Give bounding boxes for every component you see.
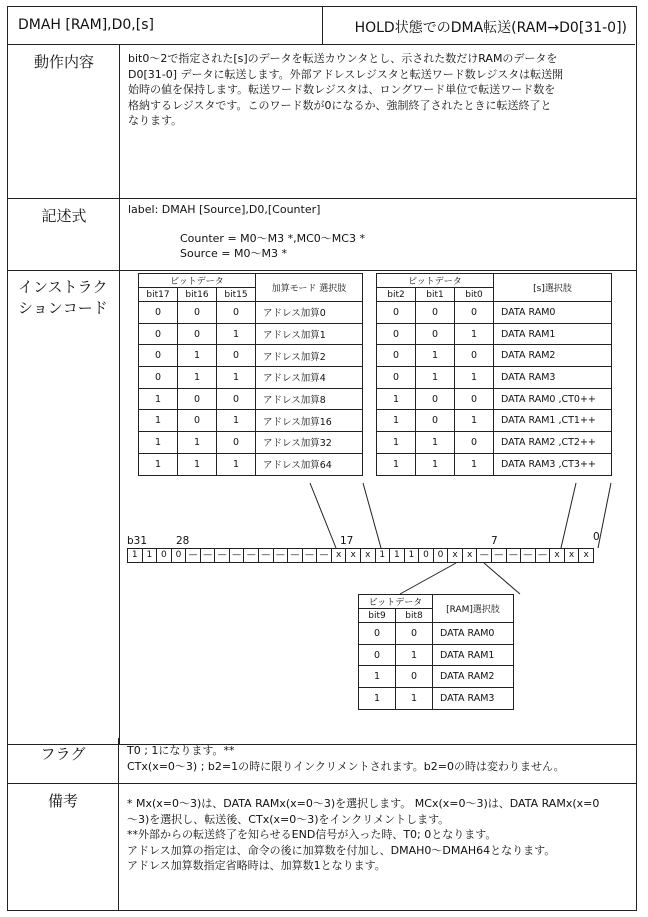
s-select-bit: 0	[455, 345, 494, 367]
syntax-form: label: DMAH [Source],D0,[Counter]	[128, 203, 321, 216]
ram-select-row	[359, 644, 514, 666]
add-mode-option: アドレス加算0	[256, 302, 363, 324]
add-mode-option: アドレス加算1	[256, 323, 363, 345]
add-mode-bit: 0	[139, 302, 178, 324]
add-mode-bit: 0	[139, 345, 178, 367]
operation-line: D0[31-0] データに転送します。外部アドレスレジスタと転送ワード数レジスタは転送開	[128, 67, 564, 81]
add-mode-bit: 1	[139, 432, 178, 454]
ram-select-row	[359, 623, 514, 645]
instruction-bit: x	[331, 548, 347, 563]
s-select-bit: 1	[377, 432, 416, 454]
remarks-line: ～3)を選択し、転送後、CTx(x=0～3)をインクリメントします。	[127, 812, 450, 826]
bit-label-28: 28	[176, 535, 190, 547]
instruction-bit: —	[200, 548, 216, 563]
s-select-bit: 1	[377, 410, 416, 432]
instruction-bit: —	[214, 548, 230, 563]
ram-select-group-header: ビットデータ	[359, 595, 433, 609]
instruction-bit: —	[258, 548, 274, 563]
instruction-bit: 1	[389, 548, 405, 563]
operation-line: bit0～2で指定された[s]のデータを転送カウンタとし、示された数だけRAMのデータを	[128, 52, 558, 65]
instruction-label-line1: インストラク	[18, 278, 108, 296]
flags-label-cell	[7, 738, 119, 783]
add-mode-option: アドレス加算64	[256, 453, 363, 475]
instruction-bit: x	[564, 548, 580, 563]
add-mode-bit: 1	[217, 323, 256, 345]
ram-select-bit: 0	[396, 666, 433, 688]
instruction-bit: —	[243, 548, 259, 563]
s-select-bit: 1	[455, 323, 494, 345]
add-mode-col: bit17	[139, 288, 178, 302]
instruction-bit: 0	[171, 548, 187, 563]
syntax-counter: Counter = M0～M3 *,MC0～MC3 *	[180, 231, 365, 245]
s-select-option: DATA RAM2 ,CT2++	[494, 432, 612, 454]
add-mode-bit: 1	[139, 453, 178, 475]
add-mode-bit: 1	[139, 388, 178, 410]
ram-select-bit: 1	[359, 666, 396, 688]
instruction-bit: 1	[127, 548, 143, 563]
add-mode-option: アドレス加算8	[256, 388, 363, 410]
header-mnemonic: DMAH [RAM],D0,[s]	[18, 17, 154, 33]
add-mode-bit: 0	[178, 388, 217, 410]
remarks-label-cell	[7, 784, 119, 911]
ram-select-col: bit9	[359, 609, 396, 623]
ram-select-option: DATA RAM3	[433, 688, 514, 710]
s-select-bit: 0	[377, 302, 416, 324]
s-select-bit: 0	[455, 302, 494, 324]
instruction-bit: —	[520, 548, 536, 563]
bit-label-17: 17	[340, 535, 354, 547]
add-mode-option: アドレス加算4	[256, 367, 363, 389]
flags-row	[7, 738, 637, 784]
s-select-bit: 0	[455, 432, 494, 454]
add-mode-bit: 0	[217, 345, 256, 367]
s-select-bit: 0	[416, 323, 455, 345]
ram-select-row	[359, 688, 514, 710]
instruction-bit: —	[491, 548, 507, 563]
s-select-bit: 0	[377, 367, 416, 389]
connector-add-left	[310, 483, 336, 548]
instruction-bit: 0	[156, 548, 172, 563]
s-select-bit: 0	[416, 388, 455, 410]
instruction-bit: —	[185, 548, 201, 563]
remarks-label: 備考	[47, 792, 78, 810]
instruction-bit: x	[447, 548, 463, 563]
s-select-bit: 0	[377, 323, 416, 345]
ram-select-option: DATA RAM2	[433, 666, 514, 688]
remarks-text	[127, 796, 629, 874]
remarks-line: * Mx(x=0～3)は、DATA RAMx(x=0～3)を選択します。 MCx(x=0～3)は、DATA RAMx(x=0	[127, 797, 600, 810]
add-mode-group-header: ビットデータ	[139, 274, 256, 288]
ram-select-rows	[359, 623, 514, 710]
ram-select-option: DATA RAM1	[433, 644, 514, 666]
bit-label-31: b31	[127, 535, 148, 547]
s-select-bit: 1	[416, 432, 455, 454]
instruction-bit: x	[578, 548, 594, 563]
add-mode-option: アドレス加算32	[256, 432, 363, 454]
ram-select-bit: 0	[359, 623, 396, 645]
s-select-title: [s]選択肢	[494, 274, 612, 302]
add-mode-title: 加算モード 選択肢	[256, 274, 363, 302]
instruction-bit: 1	[142, 548, 158, 563]
instruction-bit: —	[535, 548, 551, 563]
s-select-option: DATA RAM3	[494, 367, 612, 389]
header-description: HOLD状態でのDMA転送(RAM→D0[31-0])	[354, 20, 627, 36]
ram-select-row	[359, 666, 514, 688]
ram-select-title: [RAM]選択肢	[433, 595, 514, 623]
connector-s-right	[598, 483, 611, 548]
s-select-bit: 0	[455, 388, 494, 410]
bit-label-7: 7	[491, 535, 498, 547]
add-mode-bit: 1	[178, 453, 217, 475]
add-mode-bit: 1	[139, 410, 178, 432]
instruction-bit: x	[549, 548, 565, 563]
ram-select-bit: 1	[396, 688, 433, 710]
s-select-bit: 1	[455, 453, 494, 475]
instruction-bit: 1	[375, 548, 391, 563]
operation-label: 動作内容	[33, 53, 94, 71]
s-select-group-header: ビットデータ	[377, 274, 494, 288]
s-select-option: DATA RAM1 ,CT1++	[494, 410, 612, 432]
instruction-bit: —	[287, 548, 303, 563]
s-select-bit: 0	[377, 345, 416, 367]
add-mode-bit: 0	[178, 410, 217, 432]
s-select-bit: 1	[377, 388, 416, 410]
flags-text	[127, 743, 629, 774]
instruction-bit: —	[273, 548, 289, 563]
add-mode-bit: 0	[178, 323, 217, 345]
add-mode-bit: 1	[178, 432, 217, 454]
connector-s-left	[561, 483, 576, 548]
add-mode-bit: 1	[178, 345, 217, 367]
flags-ctx: CTx(x=0～3) ; b2=1の時に限りインクリメントされます。b2=0の時は変わりません。	[127, 759, 565, 773]
s-select-bit: 1	[416, 453, 455, 475]
add-mode-option: アドレス加算2	[256, 345, 363, 367]
ram-select-table	[358, 594, 514, 710]
instruction-bit: 0	[433, 548, 449, 563]
s-select-option: DATA RAM2	[494, 345, 612, 367]
ram-select-option: DATA RAM0	[433, 623, 514, 645]
add-mode-bit: 1	[178, 367, 217, 389]
instruction-bit: —	[302, 548, 318, 563]
s-select-bit: 0	[416, 410, 455, 432]
add-mode-bit: 0	[217, 388, 256, 410]
remarks-line: アドレス加算数指定省略時は、加算数1となります。	[127, 859, 386, 873]
add-mode-option: アドレス加算16	[256, 410, 363, 432]
ram-select-bit: 1	[359, 688, 396, 710]
syntax-label: 記述式	[41, 207, 87, 225]
ram-select-bit: 0	[396, 623, 433, 645]
s-select-option: DATA RAM3 ,CT3++	[494, 453, 612, 475]
add-mode-col: bit16	[178, 288, 217, 302]
remarks-line: アドレス加算の指定は、命令の後に加算数を付加し、DMAH0～DMAH64となります。	[127, 843, 556, 857]
add-mode-bit: 0	[178, 302, 217, 324]
operation-line: なります。	[128, 114, 183, 128]
bit-label-0: 0	[593, 531, 600, 543]
s-select-bit: 1	[377, 453, 416, 475]
add-mode-bit: 0	[139, 323, 178, 345]
instruction-bit: 1	[404, 548, 420, 563]
s-select-bit: 1	[455, 410, 494, 432]
s-select-bit: 1	[416, 367, 455, 389]
instruction-label-line2: ションコード	[18, 299, 108, 317]
s-select-col: bit1	[416, 288, 455, 302]
connector-ram-right	[484, 563, 520, 594]
flags-label: フラグ	[40, 745, 86, 763]
ram-select-bit: 1	[396, 644, 433, 666]
ram-select-bit: 0	[359, 644, 396, 666]
operation-line: 格納するレジスタです。このワード数が0になるか、強制終了されたときに転送終了と	[128, 98, 552, 112]
s-select-col: bit2	[377, 288, 416, 302]
s-select-option: DATA RAM0	[494, 302, 612, 324]
s-select-bit: 0	[416, 302, 455, 324]
add-mode-bit: 0	[217, 302, 256, 324]
instruction-bit: —	[476, 548, 492, 563]
instruction-bit: x	[345, 548, 361, 563]
flags-t0: T0 ; 1になります。**	[127, 744, 235, 757]
s-select-option: DATA RAM1	[494, 323, 612, 345]
add-mode-bit: 1	[217, 453, 256, 475]
instruction-bit: —	[316, 548, 332, 563]
s-select-bit: 1	[455, 367, 494, 389]
s-select-option: DATA RAM0 ,CT0++	[494, 388, 612, 410]
s-select-col: bit0	[455, 288, 494, 302]
instruction-bit: —	[506, 548, 522, 563]
remarks-row	[7, 784, 637, 911]
operation-line: 始時の値を保持します。転送ワード数レジスタは、ロングワード単位で転送ワード数を	[128, 83, 556, 97]
instruction-bit: x	[360, 548, 376, 563]
connector-add-right	[363, 483, 381, 548]
remarks-line: **外部からの転送終了を知らせるEND信号が入った時、T0; 0となります。	[127, 828, 497, 842]
ram-select-col: bit8	[396, 609, 433, 623]
instruction-bit: —	[229, 548, 245, 563]
add-mode-bit: 1	[217, 367, 256, 389]
add-mode-bit: 0	[217, 432, 256, 454]
add-mode-bit: 1	[217, 410, 256, 432]
s-select-bit: 1	[416, 345, 455, 367]
instruction-bit: x	[462, 548, 478, 563]
syntax-source: Source = M0～M3 *	[180, 247, 287, 261]
add-mode-bit: 0	[139, 367, 178, 389]
instruction-bit: 0	[418, 548, 434, 563]
add-mode-col: bit15	[217, 288, 256, 302]
connector-ram-left	[400, 563, 456, 594]
